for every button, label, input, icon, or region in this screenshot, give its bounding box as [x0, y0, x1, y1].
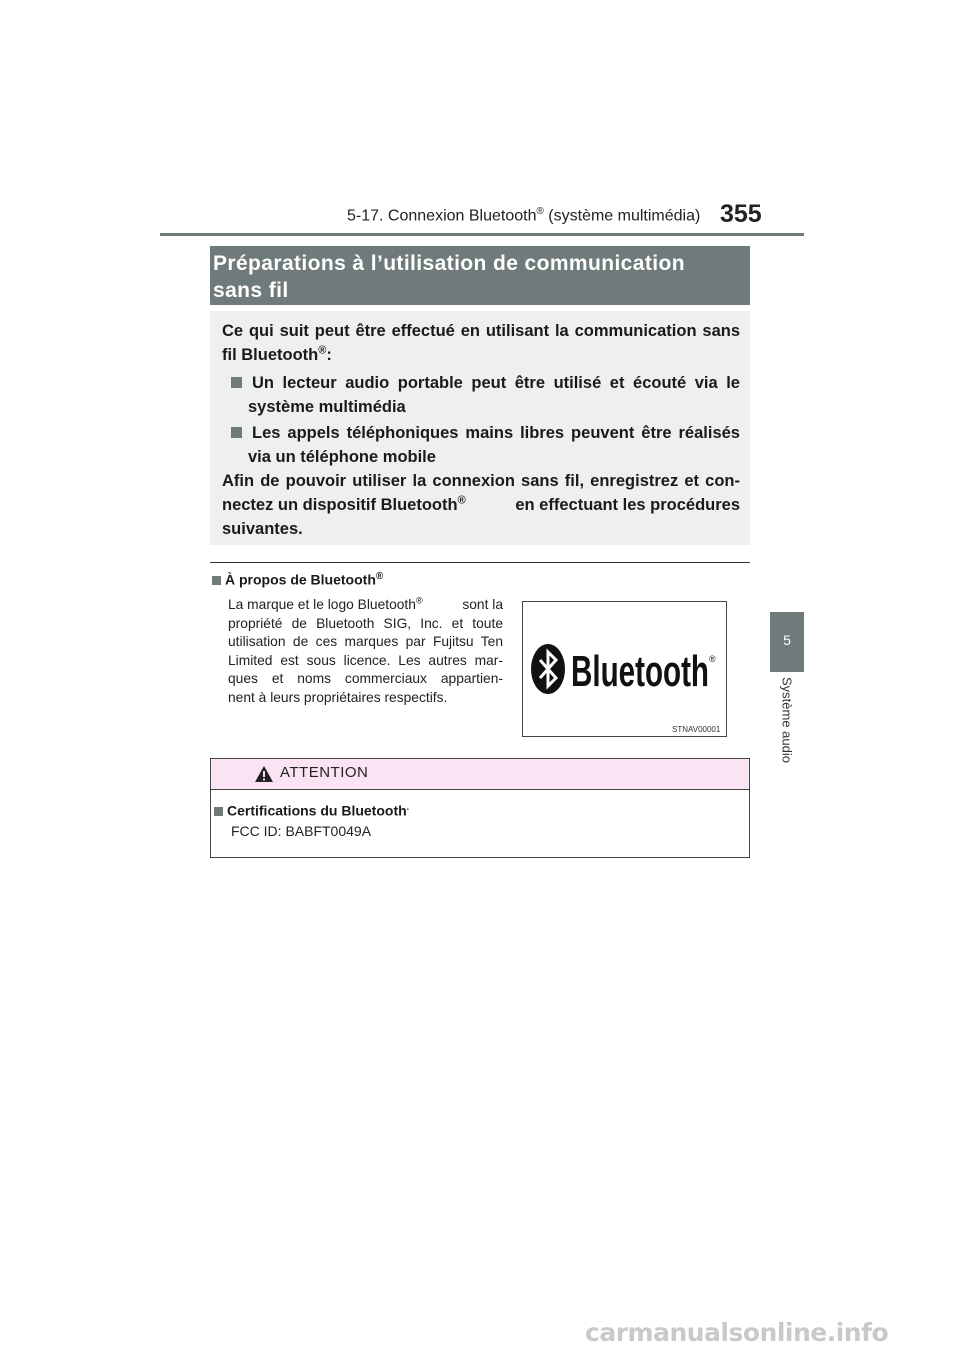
chapter-tab-number: 5 [783, 632, 791, 648]
warning-triangle-icon [254, 765, 274, 788]
square-bullet-icon [214, 807, 223, 816]
subsection-heading: À propos de Bluetooth® [212, 571, 383, 588]
registered-mark: ® [709, 654, 716, 664]
figure-code: STNAV00001 [672, 725, 721, 734]
square-bullet-icon [231, 427, 242, 438]
square-bullet-icon [212, 576, 221, 585]
bluetooth-logo-figure [522, 601, 727, 737]
header-divider [160, 233, 804, 236]
chapter-tab-label: Système audio [779, 677, 795, 763]
fcc-id: FCC ID: BABFT0049A [231, 823, 372, 839]
watermark: carmanualsonline.info [585, 1318, 889, 1347]
intro-paragraph: Afin de pouvoir utiliser la connexion sans fil, enregistrez et con- nectez un dispositif Bluetooth® en effectuant les procédures suivantes. [222, 472, 740, 538]
chapter-title: 5-17. Connexion Bluetooth® (système multimédia) [347, 206, 701, 225]
attention-subheading: Certifications du Bluetooth. [214, 802, 409, 819]
list-item: Les appels téléphoniques mains libres peuvent être réalisés via un téléphone mobile [231, 421, 740, 469]
list-item: Un lecteur audio portable peut être utilisé et écouté via le système multimédia [231, 371, 740, 419]
page-number: 355 [720, 200, 762, 228]
attention-title: ATTENTION [280, 764, 369, 781]
section-title: Préparations à l’utilisation de communication sans fil [213, 252, 685, 302]
square-bullet-icon [231, 377, 242, 388]
bluetooth-wordmark: Bluetooth [571, 647, 709, 696]
about-paragraph: La marque et le logo Bluetooth® sont la propriété de Bluetooth SIG, Inc. et toute utilisation de ces marques par Fujitsu Ten Limited est sous licence. Les autres mar- ques et noms commerciaux appartien- nent à leurs propriétaires respectifs. [228, 595, 503, 705]
intro-line: Ce qui suit peut être effectué en utilisant la communication sans [222, 322, 740, 340]
section-divider [210, 562, 750, 563]
bluetooth-logo [523, 602, 726, 736]
intro-line: fil Bluetooth®: [222, 344, 332, 364]
